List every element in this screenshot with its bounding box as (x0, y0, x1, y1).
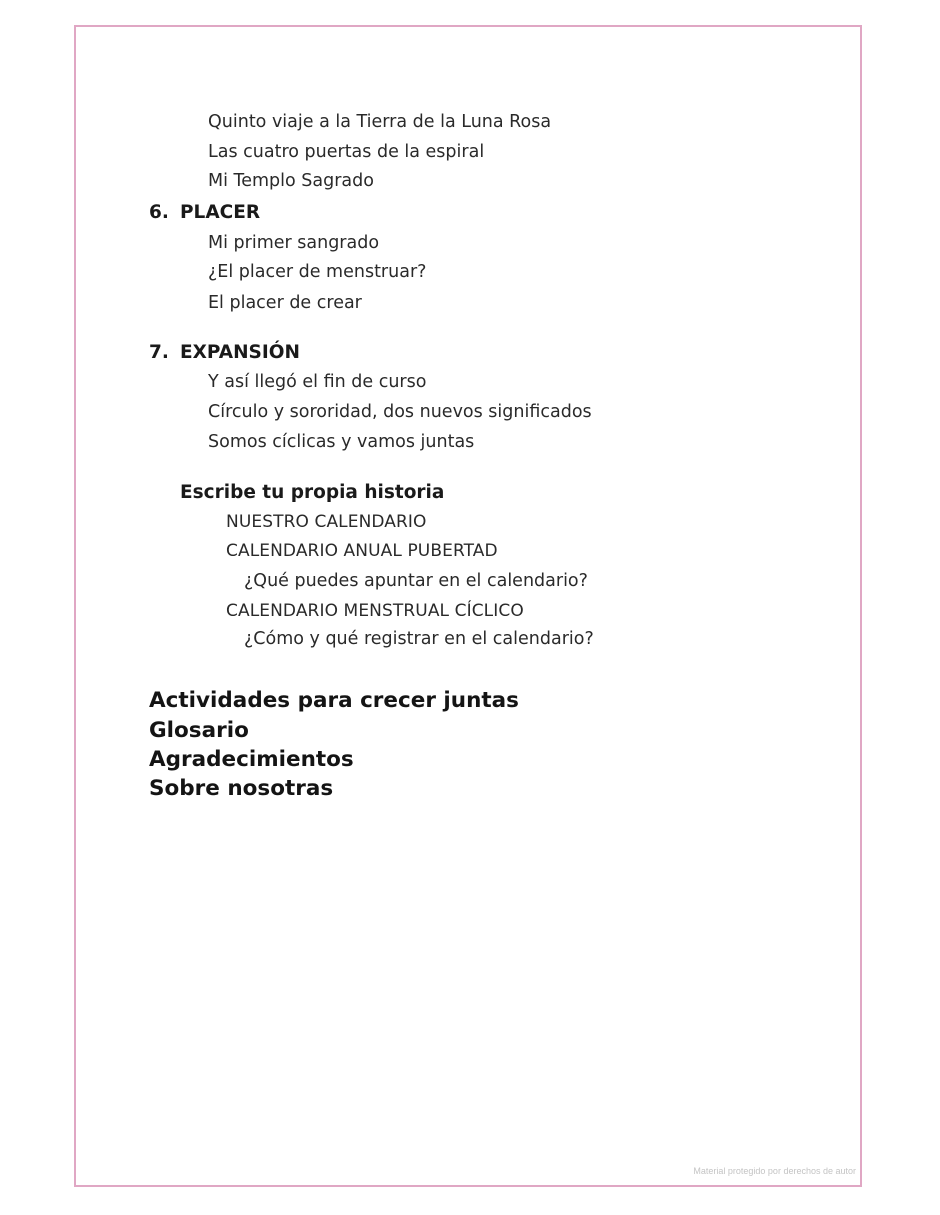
toc-entry[interactable]: Mi Templo Sagrado (208, 171, 374, 191)
toc-entry[interactable]: Y así llegó el fin de curso (208, 372, 427, 392)
back-matter-entry[interactable]: Agradecimientos (149, 747, 354, 772)
back-matter-entry[interactable]: Sobre nosotras (149, 776, 334, 801)
toc-entry[interactable]: Las cuatro puertas de la espiral (208, 142, 485, 162)
toc-entry[interactable]: El placer de crear (208, 293, 362, 313)
chapter-number: 7. (149, 342, 169, 363)
toc-entry[interactable]: ¿Cómo y qué registrar en el calendario? (244, 629, 594, 649)
back-matter-entry[interactable]: Actividades para crecer juntas (149, 688, 519, 713)
section-title[interactable]: Escribe tu propia historia (180, 482, 445, 503)
toc-entry[interactable]: NUESTRO CALENDARIO (226, 512, 427, 532)
toc-entry[interactable]: Mi primer sangrado (208, 233, 380, 253)
toc-entry[interactable]: CALENDARIO MENSTRUAL CÍCLICO (226, 601, 524, 621)
copyright-watermark: Material protegido por derechos de autor (693, 1166, 856, 1176)
toc-entry[interactable]: ¿El placer de menstruar? (208, 262, 427, 282)
toc-entry[interactable]: ¿Qué puedes apuntar en el calendario? (244, 571, 588, 591)
chapter-title[interactable]: PLACER (180, 202, 261, 223)
toc-entry[interactable]: CALENDARIO ANUAL PUBERTAD (226, 541, 498, 561)
toc-entry[interactable]: Quinto viaje a la Tierra de la Luna Rosa (208, 112, 552, 132)
chapter-number: 6. (149, 202, 169, 223)
toc-entry[interactable]: Círculo y sororidad, dos nuevos significados (208, 402, 592, 422)
back-matter-entry[interactable]: Glosario (149, 718, 249, 743)
chapter-title[interactable]: EXPANSIÓN (180, 342, 300, 363)
toc-entry[interactable]: Somos cíclicas y vamos juntas (208, 432, 475, 452)
